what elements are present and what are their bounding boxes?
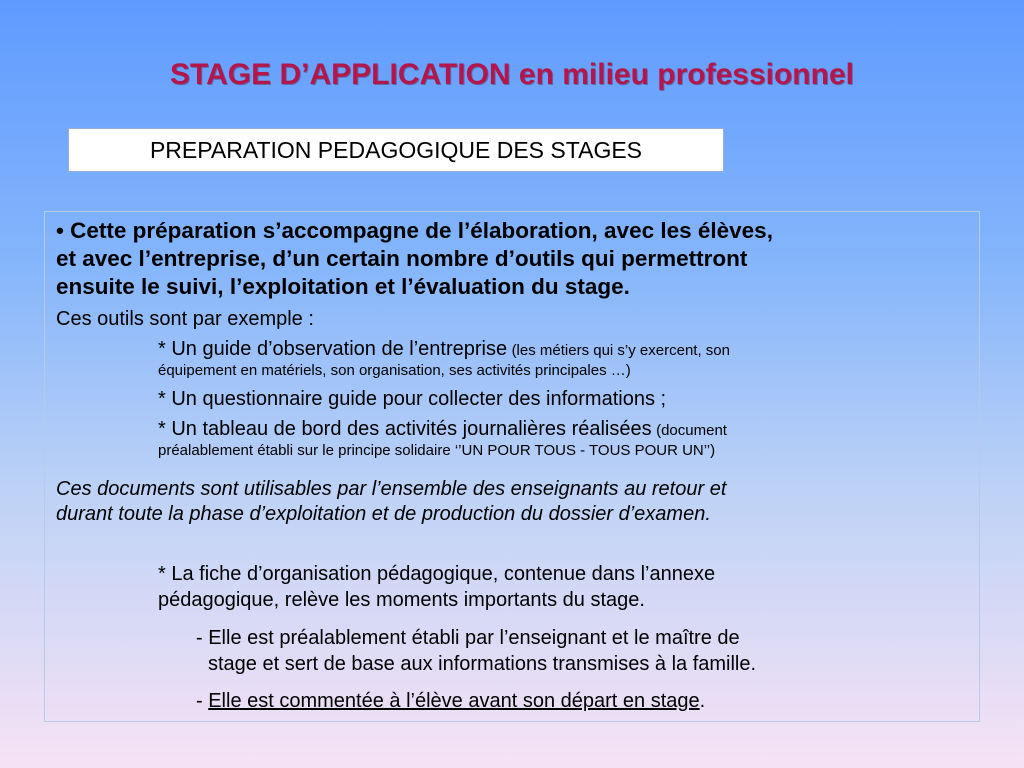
intro-line-2: et avec l’entreprise, d’un certain nombre d’outils qui permettront [56,246,748,271]
dash-item-2-underlined: Elle est commentée à l’élève avant son départ en stage [208,690,700,712]
dash-item-1-line-1: - Elle est préalablement établi par l’enseignant et le maître de [196,627,740,649]
slide-title: STAGE D’APPLICATION en milieu professionnel [170,58,854,91]
intro-bullet-line-1: • Cette préparation s’accompagne de l’élaboration, avec les élèves, [56,218,773,243]
section-heading-box [68,128,724,172]
dash-item-2: - Elle est commentée à l’élève avant son départ en stage. [196,690,706,712]
dash-item-1-line-2: stage et sert de base aux informations transmises à la famille. [208,653,757,675]
fiche-line-1: * La fiche d’organisation pédagogique, contenue dans l’annexe [158,563,716,585]
tools-intro: Ces outils sont par exemple : [56,308,314,330]
tool-1-note: équipement en matériels, son organisation, ses activités principales …) [158,362,631,379]
tool-3: * Un tableau de bord des activités journalières réalisées (document [158,418,727,440]
tool-1: * Un guide d’observation de l’entreprise (les métiers qui s’y exercent, son [158,338,730,360]
italic-line-2: durant toute la phase d’exploitation et de production du dossier d’examen. [56,503,711,525]
bullet-icon: • [56,218,64,243]
italic-line-1: Ces documents sont utilisables par l’ensemble des enseignants au retour et [56,478,727,500]
fiche-line-2: pédagogique, relève les moments importants du stage. [158,589,645,611]
tool-2: * Un questionnaire guide pour collecter des informations ; [158,388,667,410]
tool-3-note: préalablement établi sur le principe solidaire ‘’UN POUR TOUS - TOUS POUR UN’’) [158,442,716,459]
section-heading: PREPARATION PEDAGOGIQUE DES STAGES [149,136,643,163]
intro-line-3: ensuite le suivi, l’exploitation et l’évaluation du stage. [56,274,630,299]
